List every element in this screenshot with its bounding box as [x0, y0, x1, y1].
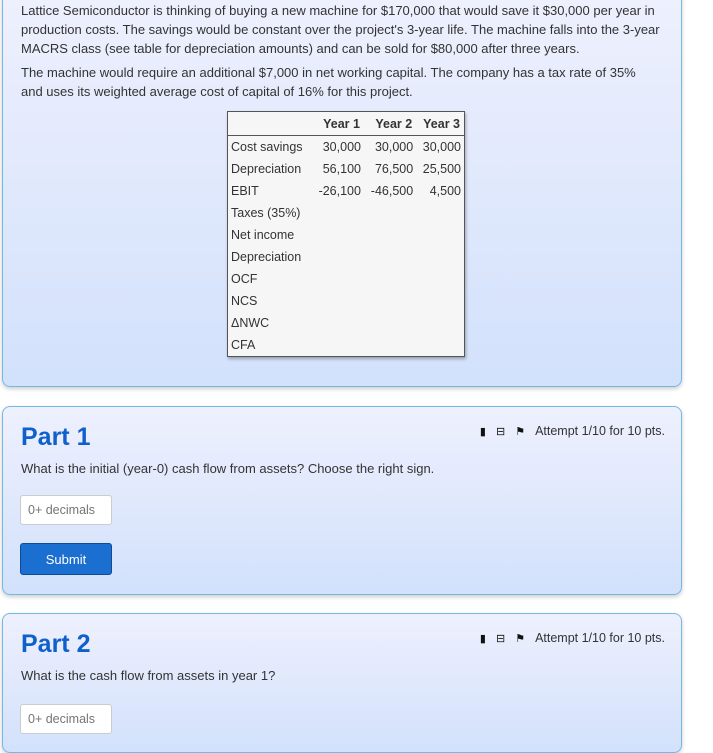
flag-icon[interactable]: ⚑ [515, 425, 526, 438]
question-text: What is the cash flow from assets in year 1? [21, 668, 276, 683]
table-cell: 56,100 [322, 162, 361, 176]
table-cell [364, 290, 416, 312]
table-row [228, 268, 465, 290]
table-cell: -46,500 [370, 184, 414, 198]
table-cell [364, 268, 416, 290]
table-cell [364, 224, 416, 246]
table-cell [416, 334, 464, 357]
table-cell [416, 246, 464, 268]
table-cell [364, 334, 416, 357]
row-label: Depreciation [231, 162, 302, 176]
row-label: Taxes (35%) [231, 206, 301, 220]
part-toolbar [480, 631, 665, 645]
table-row [228, 246, 465, 268]
book-icon[interactable]: ▮ [479, 425, 486, 438]
question-text: What is the initial (year-0) cash flow from assets? Choose the right sign. [21, 461, 435, 476]
table-cell [312, 312, 364, 334]
submit-button[interactable]: Submit [20, 543, 112, 575]
answer-input[interactable] [20, 495, 112, 525]
flag-icon[interactable]: ⚑ [515, 632, 526, 645]
part-title: Part 2 [21, 630, 91, 658]
attempt-info: Attempt 1/10 for 10 pts. [535, 424, 665, 438]
table-cell [416, 224, 464, 246]
table-row [228, 312, 465, 334]
table-cell: 30,000 [322, 140, 361, 154]
table-cell: 4,500 [429, 184, 461, 198]
cash-flow-table [227, 111, 465, 357]
table-cell [312, 224, 364, 246]
part-title: Part 1 [21, 423, 91, 451]
column-header [228, 112, 312, 136]
table-cell: 30,000 [422, 140, 461, 154]
table-cell [364, 312, 416, 334]
table-cell [364, 246, 416, 268]
table-cell [416, 290, 464, 312]
part-toolbar [480, 424, 665, 438]
table-row [228, 180, 465, 202]
row-label: Cost savings [231, 140, 303, 154]
row-label: CFA [231, 338, 256, 352]
book-icon[interactable]: ▮ [479, 632, 486, 645]
calculator-icon[interactable]: ⊟ [495, 632, 506, 645]
part-2-card [2, 613, 682, 753]
table-cell [312, 334, 364, 357]
row-label: Depreciation [231, 250, 302, 264]
column-header: Year 2 [364, 112, 416, 136]
table-row [228, 158, 465, 180]
row-label: NCS [231, 294, 258, 308]
part-1-card [2, 406, 682, 595]
table-cell [416, 202, 464, 224]
table-row [228, 334, 465, 357]
answer-input[interactable] [20, 704, 112, 734]
attempt-info: Attempt 1/10 for 10 pts. [535, 631, 665, 645]
table-cell [312, 268, 364, 290]
table-row [228, 202, 465, 224]
row-label: Net income [231, 228, 295, 242]
table-cell [416, 312, 464, 334]
row-label: ΔNWC [231, 316, 270, 330]
table-cell [364, 202, 416, 224]
table-row [228, 224, 465, 246]
table-cell: 25,500 [422, 162, 461, 176]
column-header: Year 3 [416, 112, 464, 136]
table-row [228, 290, 465, 312]
table-cell: -26,100 [318, 184, 361, 198]
problem-text: Lattice Semiconductor is thinking of buying a new machine for $170,000 that would save it $30,000 per year in production costs. The savings would be constant over the project's 3-year life. The machine falls into the 3-year MACRS class (see table for depreciation amounts) and can be sold for $80,000 after three years. [21, 3, 660, 56]
calculator-icon[interactable]: ⊟ [495, 425, 506, 438]
table-cell: 30,000 [374, 140, 414, 154]
column-header: Year 1 [312, 112, 364, 136]
table-cell [312, 246, 364, 268]
table-cell [416, 268, 464, 290]
problem-card [2, 0, 682, 387]
row-label: OCF [231, 272, 258, 286]
table-cell [312, 290, 364, 312]
row-label: EBIT [231, 184, 259, 198]
table-cell: 76,500 [374, 162, 414, 176]
problem-text-2: The machine would require an additional $7,000 in net working capital. The company has a tax rate of 35% and uses its weighted average cost of capital of 16% for this project. [21, 65, 636, 99]
table-row [228, 136, 465, 159]
table-cell [312, 202, 364, 224]
